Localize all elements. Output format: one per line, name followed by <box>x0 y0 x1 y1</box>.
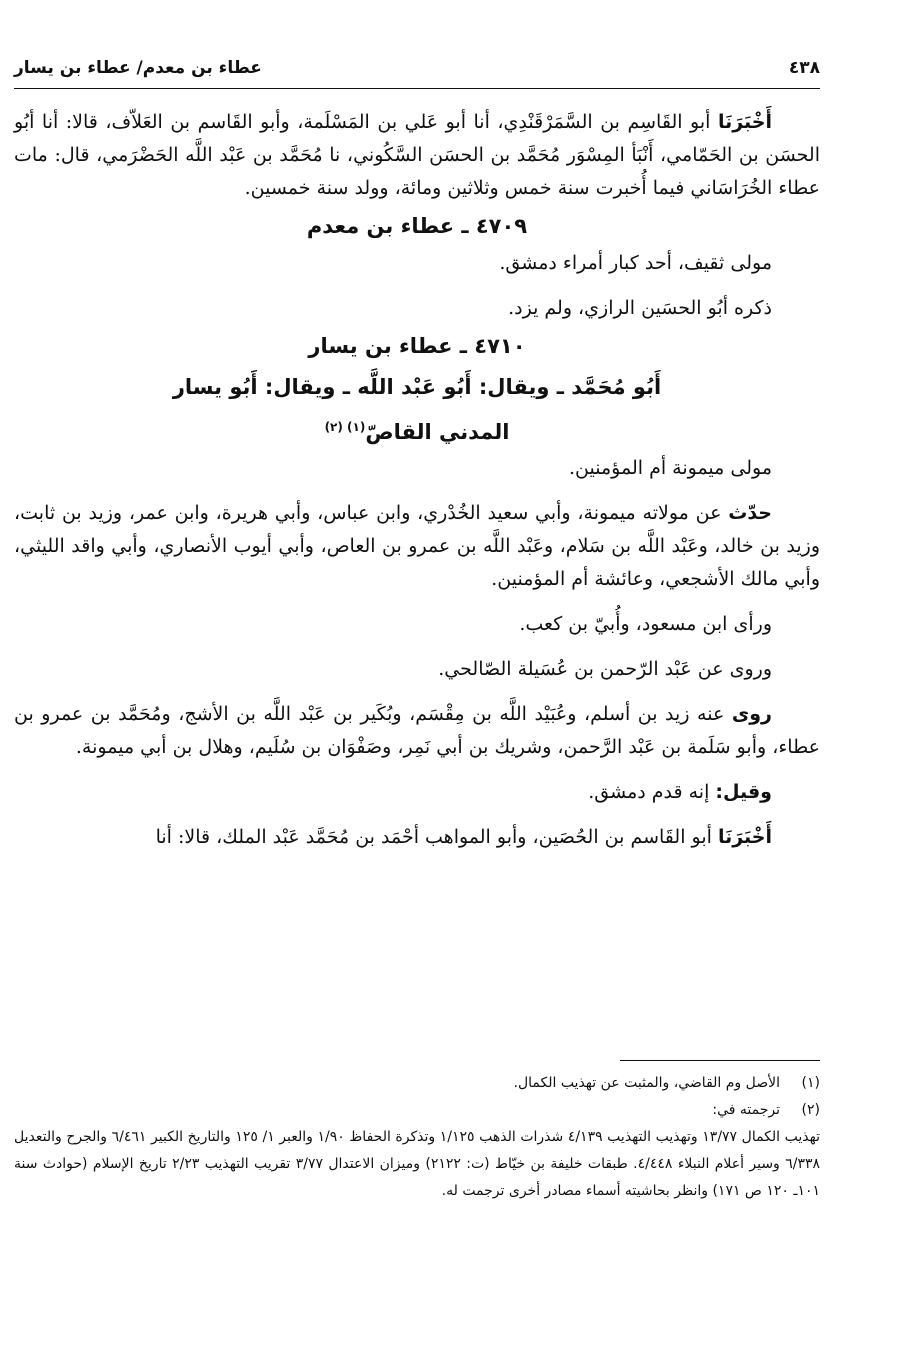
hadath-keyword: حدّث <box>728 502 772 524</box>
rawa-text: عنه زيد بن أسلم، وعُبَيْد اللَّه بن مِقْسَم، وبُكَير بن عَبْد اللَّه بن الأشج، ومُحَمَّد بن عمرو بن عطاء، وأبو سَلَمة بن عَبْد الرَّحمن، وشريك بن أبي نَمِر، وصَفْوَان بن سُلَيم، وهلال بن أبي ميمونة. <box>14 703 820 758</box>
raa-line: ورأى ابن مسعود، وأُبيّ بن كعب. <box>519 613 772 635</box>
last-text: أبو القَاسم بن الحُصَين، وأبو المواهب أحْمَد بن مُحَمَّد عَبْد الملك، قالا: أنا <box>155 826 718 848</box>
entry-4710-title: ٤٧١٠ ـ عطاء بن يسار <box>308 334 526 358</box>
rawa-keyword: روى <box>731 703 772 725</box>
hadath-text: عن مولاته ميمونة، وأبي سعيد الخُدْري، وابن عباس، وأبي هريرة، وابن عمر، وزيد بن ثابت، وزيد بن خالد، وعَبْد اللَّه بن سَلام، وعَبْد اللَّه بن عمرو بن العاص، وأبي أيوب الأنصاري، وأبي واقد الليثي، وأبي مالك الأشجعي، وعائشة أم المؤمنين. <box>14 502 820 590</box>
hadath-paragraph <box>14 497 820 596</box>
entry-4710-line1: مولى ميمونة أم المؤمنين. <box>569 457 772 479</box>
qila-keyword: وقيل: <box>715 781 772 803</box>
last-paragraph <box>14 821 820 854</box>
footnote-1-text: الأصل وم القاضي، والمثبت عن تهذيب الكمال. <box>513 1075 780 1091</box>
entry-4710-subtitle1: أَبُو مُحَمَّد ـ ويقال: أَبُو عَبْد اللَّه ـ ويقال: أَبُو يسار <box>172 375 662 399</box>
footnote-2 <box>14 1097 820 1124</box>
rawa-an-line: وروى عن عَبْد الرّحمن بن عُسَيلة الصّالحي. <box>438 658 772 680</box>
footnote-2-number: (٢) <box>801 1102 820 1118</box>
last-keyword: أَخْبَرَنَا <box>717 826 772 848</box>
entry-4710-subtitle2 <box>14 407 820 452</box>
footnote-1 <box>14 1070 820 1097</box>
qila-text: إنه قدم دمشق. <box>588 781 716 803</box>
rawa-paragraph <box>14 698 820 764</box>
intro-keyword: أَخْبَرَنَا <box>717 111 772 133</box>
running-title: عطاء بن معدم/ عطاء بن يسار <box>14 58 262 78</box>
entry-4710-subtitle2-text: المدني القاصّ <box>365 420 510 444</box>
entry-4709-title: ٤٧٠٩ ـ عطاء بن معدم <box>306 214 528 238</box>
footnote-refs: (١) (٢) <box>324 420 366 434</box>
footnote-1-number: (١) <box>801 1075 820 1091</box>
intro-paragraph <box>14 106 820 205</box>
footnote-2-text: ترجمته في: <box>712 1102 780 1118</box>
main-text <box>14 106 820 854</box>
page-header <box>14 52 820 84</box>
page-number: ٤٣٨ <box>788 58 820 78</box>
header-divider <box>14 88 820 89</box>
qila-line <box>14 776 820 809</box>
book-page <box>14 0 820 1345</box>
intro-text: أبو القَاسِم بن السَّمَرْقَنْدِي، أنا أبو عَلي بن المَسْلَمة، وأبو القَاسم بن العَلاّف، قالا: أنا أبُو الحسَن بن الحَمّامي، أَنْبَأ المِسْوَر مُحَمَّد بن الحسَن السَّكُوني، نا مُحَمَّد بن عَبْد اللَّه الحَضْرَمي، قال: مات عطاء الخُرَاسَاني فيما أُخبرت سنة خمس وثلاثين ومائة، وولد سنة خمسين. <box>14 111 820 199</box>
footnotes <box>14 1070 820 1205</box>
footnote-divider <box>620 1060 820 1061</box>
entry-4709-line1: مولى ثقيف، أحد كبار أمراء دمشق. <box>499 252 772 274</box>
entry-4709-line2: ذكره أبُو الحسَين الرازي، ولم يزد. <box>508 297 772 319</box>
footnote-2-detail: تهذيب الكمال ١٣/٧٧ وتهذيب التهذيب ٤/١٣٩ شذرات الذهب ١/١٢٥ وتذكرة الحفاظ ١/٩٠ والعبر ١/ ١٢٥ والتاريخ الكبير ٦/٤٦١ والجرح والتعديل ٦/٣٣٨ وسير أعلام النبلاء ٤/٤٤٨. طبقات خليفة بن خيّاط (ت: ٢١٢٢) وميزان الاعتدال ٣/٧٧ تقريب التهذيب ٢/٢٣ تاريخ الإسلام (حوادث سنة ١٠١ـ ١٢٠ ص ١٧١) وانظر بحاشيته أسماء مصادر أخرى ترجمت له. <box>14 1129 820 1199</box>
